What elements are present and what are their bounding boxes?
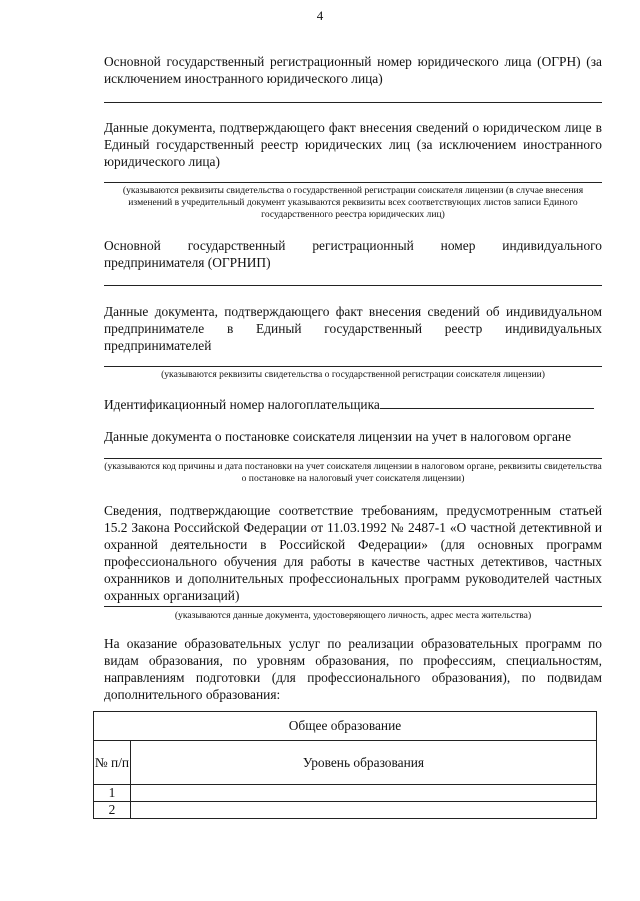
- page-number: 4: [316, 8, 324, 23]
- row-level-cell[interactable]: [131, 785, 597, 802]
- row-number: 1: [94, 785, 131, 802]
- egrul-label: Данные документа, подтверждающего факт внесения сведений о юридическом лице в Единый государственный реестр юридических лиц (за исключением иностранного юридического лица): [104, 120, 602, 169]
- egrul-field-line[interactable]: [104, 182, 602, 183]
- detective-label: Сведения, подтверждающие соответствие требованиям, предусмотренным статьей 15.2 Закона Российской Федерации от 11.03.1992 № 2487-1 «О частной детективной и охранной деятельности в Российской Федерации» (для основных программ профессионального обучения для работы в качестве частных детективов, частных охранников и дополнительных профессиональных программ руководителей частных охранных организаций): [104, 503, 602, 603]
- egrip-field-line[interactable]: [104, 366, 602, 367]
- row-level-cell[interactable]: [131, 802, 597, 819]
- table-title: Общее образование: [94, 712, 597, 741]
- inn-label: Идентификационный номер налогоплательщика: [104, 397, 380, 412]
- egrul-note: (указываются реквизиты свидетельства о государственной регистрации соискателя лицензии (в случае внесения изменений в учредительный документ указываются реквизиты всех соответствующих листов записи Единого государственного реестра юридических лиц): [122, 185, 584, 220]
- table-row: [94, 802, 597, 819]
- egrip-note: (указываются реквизиты свидетельства о государственной регистрации соискателя лицензии): [161, 369, 545, 380]
- egrip-label: Данные документа, подтверждающего факт внесения сведений об индивидуальном предпринимателе в Единый государственный реестр индивидуальных предпринимателей: [104, 304, 602, 353]
- tax-note: (указываются код причины и дата постановки на учет соискателя лицензии в налоговом органе, реквизиты свидетельства о постановке на налоговый учет соискателя лицензии): [104, 461, 602, 484]
- column-header-number: № п/п: [94, 741, 131, 785]
- inn-field-line[interactable]: [380, 396, 594, 409]
- services-text: На оказание образовательных услуг по реализации образовательных программ по видам образования, по уровням образования, по профессиям, специальностям, направлениям подготовки (для профессионального образования), по подвидам дополнительного образования:: [104, 636, 602, 702]
- ogrnip-field-line[interactable]: [104, 285, 602, 286]
- detective-note: (указываются данные документа, удостоверяющего личность, адрес места жительства): [174, 610, 532, 621]
- tax-label: Данные документа о постановке соискателя лицензии на учет в налоговом органе: [104, 429, 572, 444]
- inn-row: [104, 396, 602, 413]
- column-header-level: Уровень образования: [131, 741, 597, 785]
- tax-field-line[interactable]: [104, 458, 602, 459]
- row-number: 2: [94, 802, 131, 819]
- ogrnip-label: Основной государственный регистрационный номер индивидуального предпринимателя (ОГРНИП): [104, 238, 602, 270]
- detective-field-line[interactable]: [104, 606, 602, 607]
- ogrn-label: Основной государственный регистрационный номер юридического лица (ОГРН) (за исключением иностранного юридического лица): [104, 54, 602, 86]
- table-row: [94, 785, 597, 802]
- ogrn-field-line[interactable]: [104, 102, 602, 103]
- education-table: [93, 711, 597, 819]
